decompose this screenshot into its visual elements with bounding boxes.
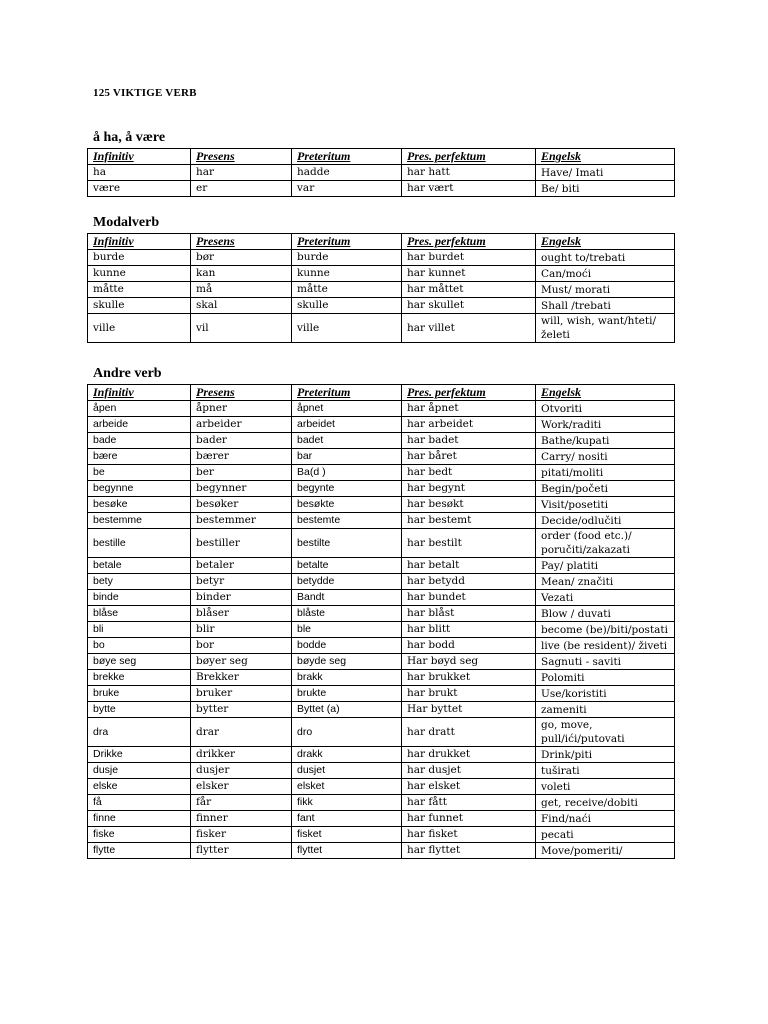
cell-infinitiv: bety	[88, 574, 191, 590]
table-row	[88, 795, 675, 811]
rows-section3	[88, 401, 675, 859]
table-row	[88, 590, 675, 606]
cell-pres-perfektum: har badet	[402, 433, 536, 449]
table-row	[88, 529, 675, 558]
table-row	[88, 843, 675, 859]
table-row	[88, 401, 675, 417]
cell-preteritum: hadde	[292, 165, 402, 181]
cell-pres-perfektum: har dusjet	[402, 763, 536, 779]
cell-infinitiv: bli	[88, 622, 191, 638]
cell-preteritum: fant	[292, 811, 402, 827]
cell-preteritum: bar	[292, 449, 402, 465]
cell-pres-perfektum: har besøkt	[402, 497, 536, 513]
cell-engelsk: live (be resident)/ živeti	[536, 638, 675, 654]
table-row	[88, 779, 675, 795]
cell-preteritum: var	[292, 181, 402, 197]
cell-preteritum: fisket	[292, 827, 402, 843]
cell-engelsk: voleti	[536, 779, 675, 795]
cell-preteritum: drakk	[292, 747, 402, 763]
cell-presens: vil	[191, 314, 292, 343]
cell-preteritum: skulle	[292, 298, 402, 314]
cell-infinitiv: binde	[88, 590, 191, 606]
cell-preteritum: begynte	[292, 481, 402, 497]
cell-engelsk: Find/naći	[536, 811, 675, 827]
cell-preteritum: ble	[292, 622, 402, 638]
table-row	[88, 497, 675, 513]
cell-preteritum: bestilte	[292, 529, 402, 558]
cell-preteritum: fikk	[292, 795, 402, 811]
header-pres-perfektum: Pres. perfektum	[402, 149, 536, 165]
header-presens: Presens	[191, 149, 292, 165]
cell-presens: kan	[191, 266, 292, 282]
cell-pres-perfektum: har elsket	[402, 779, 536, 795]
header-engelsk: Engelsk	[536, 149, 675, 165]
table-row	[88, 481, 675, 497]
cell-presens: finner	[191, 811, 292, 827]
cell-presens: blåser	[191, 606, 292, 622]
cell-engelsk: Decide/odlučiti	[536, 513, 675, 529]
cell-pres-perfektum: har fått	[402, 795, 536, 811]
header-infinitiv: Infinitiv	[88, 234, 191, 250]
cell-presens: bærer	[191, 449, 292, 465]
cell-preteritum: brukte	[292, 686, 402, 702]
table-row	[88, 718, 675, 747]
cell-presens: fisker	[191, 827, 292, 843]
cell-infinitiv: betale	[88, 558, 191, 574]
cell-presens: begynner	[191, 481, 292, 497]
cell-infinitiv: flytte	[88, 843, 191, 859]
cell-presens: besøker	[191, 497, 292, 513]
cell-engelsk: tuširati	[536, 763, 675, 779]
header-presens: Presens	[191, 385, 292, 401]
cell-preteritum: blåste	[292, 606, 402, 622]
cell-presens: bøyer seg	[191, 654, 292, 670]
cell-pres-perfektum: har betydd	[402, 574, 536, 590]
cell-pres-perfektum: har kunnet	[402, 266, 536, 282]
cell-preteritum: bestemte	[292, 513, 402, 529]
cell-pres-perfektum: har brukt	[402, 686, 536, 702]
cell-pres-perfektum: har fisket	[402, 827, 536, 843]
cell-presens: bestemmer	[191, 513, 292, 529]
header-infinitiv: Infinitiv	[88, 149, 191, 165]
cell-preteritum: Bandt	[292, 590, 402, 606]
cell-infinitiv: bade	[88, 433, 191, 449]
cell-engelsk: go, move, pull/ići/putovati	[536, 718, 675, 747]
table-row	[88, 670, 675, 686]
section-heading-andre-verb: Andre verb	[93, 366, 162, 381]
table-row	[88, 417, 675, 433]
cell-presens: drar	[191, 718, 292, 747]
cell-pres-perfektum: har blitt	[402, 622, 536, 638]
cell-pres-perfektum: har hatt	[402, 165, 536, 181]
cell-presens: drikker	[191, 747, 292, 763]
cell-engelsk: Move/pomeriti/	[536, 843, 675, 859]
cell-preteritum: Ba(d )	[292, 465, 402, 481]
table-row	[88, 747, 675, 763]
cell-presens: betaler	[191, 558, 292, 574]
cell-engelsk: become (be)/biti/postati	[536, 622, 675, 638]
cell-presens: bor	[191, 638, 292, 654]
cell-engelsk: Pay/ platiti	[536, 558, 675, 574]
cell-presens: blir	[191, 622, 292, 638]
cell-infinitiv: begynne	[88, 481, 191, 497]
table-row	[88, 433, 675, 449]
table-row	[88, 606, 675, 622]
table-row	[88, 181, 675, 197]
table-row	[88, 686, 675, 702]
cell-engelsk: Be/ biti	[536, 181, 675, 197]
verb-table-modalverb	[87, 233, 675, 343]
table-row	[88, 654, 675, 670]
document-title: 125 VIKTIGE VERB	[93, 87, 197, 99]
cell-presens: bør	[191, 250, 292, 266]
cell-infinitiv: blåse	[88, 606, 191, 622]
cell-engelsk: Carry/ nositi	[536, 449, 675, 465]
cell-pres-perfektum: har skullet	[402, 298, 536, 314]
cell-presens: får	[191, 795, 292, 811]
table-row	[88, 558, 675, 574]
cell-engelsk: Vezati	[536, 590, 675, 606]
header-pres-perfektum: Pres. perfektum	[402, 234, 536, 250]
cell-preteritum: måtte	[292, 282, 402, 298]
cell-engelsk: zameniti	[536, 702, 675, 718]
cell-engelsk: Visit/posetiti	[536, 497, 675, 513]
cell-preteritum: badet	[292, 433, 402, 449]
cell-pres-perfektum: har bodd	[402, 638, 536, 654]
cell-presens: Brekker	[191, 670, 292, 686]
cell-preteritum: dusjet	[292, 763, 402, 779]
cell-infinitiv: bestille	[88, 529, 191, 558]
cell-infinitiv: fiske	[88, 827, 191, 843]
table-row	[88, 513, 675, 529]
cell-presens: må	[191, 282, 292, 298]
cell-engelsk: will, wish, want/hteti/želeti	[536, 314, 675, 343]
cell-infinitiv: elske	[88, 779, 191, 795]
cell-preteritum: ville	[292, 314, 402, 343]
header-presens: Presens	[191, 234, 292, 250]
cell-infinitiv: bruke	[88, 686, 191, 702]
cell-preteritum: dro	[292, 718, 402, 747]
cell-presens: har	[191, 165, 292, 181]
table-row	[88, 811, 675, 827]
cell-infinitiv: ha	[88, 165, 191, 181]
table-row	[88, 165, 675, 181]
table-row	[88, 449, 675, 465]
cell-presens: bytter	[191, 702, 292, 718]
table-row	[88, 250, 675, 266]
header-preteritum: Preteritum	[292, 234, 402, 250]
cell-engelsk: Have/ Imati	[536, 165, 675, 181]
cell-engelsk: order (food etc.)/ poručiti/zakazati	[536, 529, 675, 558]
cell-presens: flytter	[191, 843, 292, 859]
cell-pres-perfektum: har funnet	[402, 811, 536, 827]
cell-pres-perfektum: har arbeidet	[402, 417, 536, 433]
cell-presens: åpner	[191, 401, 292, 417]
cell-pres-perfektum: har vært	[402, 181, 536, 197]
header-engelsk: Engelsk	[536, 385, 675, 401]
cell-pres-perfektum: har bestemt	[402, 513, 536, 529]
cell-infinitiv: bestemme	[88, 513, 191, 529]
section-heading-modalverb: Modalverb	[93, 215, 160, 230]
rows-section1	[88, 165, 675, 197]
cell-presens: skal	[191, 298, 292, 314]
cell-infinitiv: dusje	[88, 763, 191, 779]
cell-presens: binder	[191, 590, 292, 606]
cell-infinitiv: åpen	[88, 401, 191, 417]
cell-engelsk: Sagnuti - saviti	[536, 654, 675, 670]
cell-infinitiv: bøye seg	[88, 654, 191, 670]
cell-pres-perfektum: har bestilt	[402, 529, 536, 558]
cell-engelsk: Begin/početi	[536, 481, 675, 497]
table-row	[88, 622, 675, 638]
cell-preteritum: bodde	[292, 638, 402, 654]
cell-presens: betyr	[191, 574, 292, 590]
cell-presens: bestiller	[191, 529, 292, 558]
cell-pres-perfektum: Har bøyd seg	[402, 654, 536, 670]
cell-infinitiv: brekke	[88, 670, 191, 686]
cell-infinitiv: få	[88, 795, 191, 811]
cell-infinitiv: ville	[88, 314, 191, 343]
cell-engelsk: Bathe/kupati	[536, 433, 675, 449]
cell-preteritum: brakk	[292, 670, 402, 686]
table-row	[88, 465, 675, 481]
cell-pres-perfektum: har villet	[402, 314, 536, 343]
table-header-row	[88, 385, 675, 401]
cell-preteritum: åpnet	[292, 401, 402, 417]
cell-pres-perfektum: har bundet	[402, 590, 536, 606]
cell-engelsk: pitati/moliti	[536, 465, 675, 481]
cell-engelsk: Otvoriti	[536, 401, 675, 417]
table-row	[88, 266, 675, 282]
cell-infinitiv: be	[88, 465, 191, 481]
cell-pres-perfektum: har bedt	[402, 465, 536, 481]
cell-pres-perfektum: har begynt	[402, 481, 536, 497]
verb-table-andre-verb	[87, 384, 675, 859]
cell-preteritum: besøkte	[292, 497, 402, 513]
cell-pres-perfektum: har dratt	[402, 718, 536, 747]
cell-preteritum: bøyde seg	[292, 654, 402, 670]
cell-engelsk: ought to/trebati	[536, 250, 675, 266]
cell-pres-perfektum: har åpnet	[402, 401, 536, 417]
table-row	[88, 702, 675, 718]
cell-infinitiv: kunne	[88, 266, 191, 282]
cell-preteritum: Byttet (a)	[292, 702, 402, 718]
cell-preteritum: arbeidet	[292, 417, 402, 433]
cell-presens: bruker	[191, 686, 292, 702]
cell-engelsk: pecati	[536, 827, 675, 843]
cell-preteritum: betydde	[292, 574, 402, 590]
cell-pres-perfektum: har blåst	[402, 606, 536, 622]
cell-engelsk: get, receive/dobiti	[536, 795, 675, 811]
verb-table-ha-vaere	[87, 148, 675, 197]
cell-infinitiv: bære	[88, 449, 191, 465]
cell-engelsk: Must/ morati	[536, 282, 675, 298]
table-header-row	[88, 149, 675, 165]
cell-infinitiv: arbeide	[88, 417, 191, 433]
cell-infinitiv: dra	[88, 718, 191, 747]
cell-infinitiv: bytte	[88, 702, 191, 718]
cell-pres-perfektum: har betalt	[402, 558, 536, 574]
cell-infinitiv: være	[88, 181, 191, 197]
table-row	[88, 827, 675, 843]
cell-infinitiv: måtte	[88, 282, 191, 298]
section-heading-ha-vaere: å ha, å være	[93, 130, 166, 145]
cell-presens: elsker	[191, 779, 292, 795]
cell-pres-perfektum: har drukket	[402, 747, 536, 763]
header-engelsk: Engelsk	[536, 234, 675, 250]
table-header-row	[88, 234, 675, 250]
cell-pres-perfektum: har brukket	[402, 670, 536, 686]
cell-engelsk: Drink/piti	[536, 747, 675, 763]
cell-presens: ber	[191, 465, 292, 481]
cell-presens: er	[191, 181, 292, 197]
table-row	[88, 763, 675, 779]
cell-engelsk: Work/raditi	[536, 417, 675, 433]
rows-section2	[88, 250, 675, 343]
cell-engelsk: Mean/ značiti	[536, 574, 675, 590]
cell-pres-perfektum: har båret	[402, 449, 536, 465]
cell-engelsk: Can/moći	[536, 266, 675, 282]
cell-preteritum: flyttet	[292, 843, 402, 859]
cell-infinitiv: Drikke	[88, 747, 191, 763]
cell-preteritum: betalte	[292, 558, 402, 574]
header-pres-perfektum: Pres. perfektum	[402, 385, 536, 401]
cell-preteritum: elsket	[292, 779, 402, 795]
cell-infinitiv: besøke	[88, 497, 191, 513]
cell-preteritum: kunne	[292, 266, 402, 282]
cell-engelsk: Use/koristiti	[536, 686, 675, 702]
cell-pres-perfektum: har måttet	[402, 282, 536, 298]
header-preteritum: Preteritum	[292, 385, 402, 401]
cell-engelsk: Blow / duvati	[536, 606, 675, 622]
table-row	[88, 574, 675, 590]
header-preteritum: Preteritum	[292, 149, 402, 165]
cell-engelsk: Shall /trebati	[536, 298, 675, 314]
cell-engelsk: Polomiti	[536, 670, 675, 686]
table-row	[88, 638, 675, 654]
cell-pres-perfektum: har burdet	[402, 250, 536, 266]
cell-pres-perfektum: har flyttet	[402, 843, 536, 859]
table-row	[88, 282, 675, 298]
cell-presens: dusjer	[191, 763, 292, 779]
cell-infinitiv: bo	[88, 638, 191, 654]
table-row	[88, 314, 675, 343]
cell-infinitiv: burde	[88, 250, 191, 266]
cell-infinitiv: skulle	[88, 298, 191, 314]
cell-pres-perfektum: Har byttet	[402, 702, 536, 718]
cell-infinitiv: finne	[88, 811, 191, 827]
cell-preteritum: burde	[292, 250, 402, 266]
cell-presens: bader	[191, 433, 292, 449]
cell-presens: arbeider	[191, 417, 292, 433]
header-infinitiv: Infinitiv	[88, 385, 191, 401]
table-row	[88, 298, 675, 314]
